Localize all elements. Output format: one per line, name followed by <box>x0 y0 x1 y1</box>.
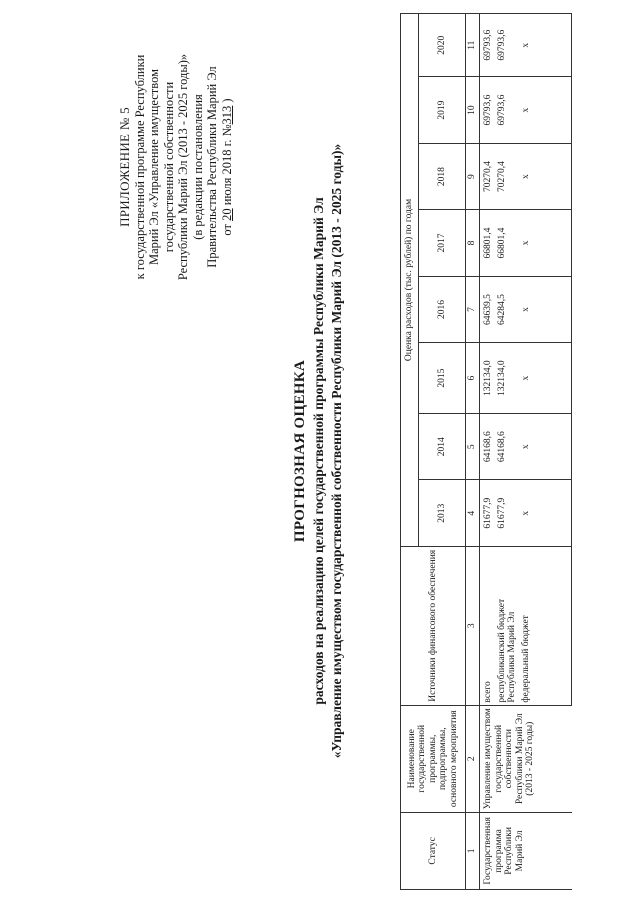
value-cell: x <box>519 143 572 209</box>
appendix-line: Республики Марий Эл (2013 - 2025 годы)» <box>176 53 190 281</box>
title-heading: ПРОГНОЗНАЯ ОЦЕНКА <box>292 359 308 543</box>
value-cell: 61677,9 <box>480 480 495 546</box>
date-suffix: ) <box>219 98 234 103</box>
value-cell: 69793,6 <box>480 14 495 77</box>
appendix-date-line <box>220 52 235 282</box>
source-cell: всего <box>480 546 495 705</box>
appendix-line: государственной собственности <box>161 81 176 253</box>
value-cell: x <box>519 480 572 546</box>
value-cell: 64168,6 <box>495 414 519 480</box>
document-title <box>290 0 346 902</box>
value-cell: x <box>519 14 572 77</box>
value-cell: x <box>519 414 572 480</box>
column-number: 3 <box>466 546 480 705</box>
date-prefix: от <box>219 224 234 236</box>
value-cell: 132134,0 <box>480 343 495 414</box>
value-cell: 69793,6 <box>495 77 519 143</box>
appendix-line: Правительства Республики Марий Эл <box>205 66 219 268</box>
column-number: 4 <box>466 480 480 546</box>
header-status: Статус <box>401 812 466 889</box>
column-number: 9 <box>466 143 480 209</box>
date-month-year: июля 2018 г. № <box>219 124 234 206</box>
value-cell: x <box>519 276 572 342</box>
date-number: 313 <box>219 105 234 125</box>
appendix-line: (в редакции постановления <box>190 94 205 240</box>
column-number: 1 <box>466 812 480 889</box>
expense-estimate-table <box>400 13 572 890</box>
value-cell: 64168,6 <box>480 414 495 480</box>
value-cell: 66801,4 <box>480 210 495 276</box>
value-cell: 132134,0 <box>495 343 519 414</box>
appendix-line: к государственной программе Республики <box>132 54 147 280</box>
header-year: 2019 <box>419 77 466 143</box>
header-name: Наименование государственной программы, подпрограммы, основного мероприятия <box>401 705 466 812</box>
column-number: 6 <box>466 343 480 414</box>
header-year: 2014 <box>419 414 466 480</box>
header-year: 2018 <box>419 143 466 209</box>
header-year: 2015 <box>419 343 466 414</box>
title-subheading: расходов на реализацию целей государственной программы Республики Марий Эл <box>311 197 326 705</box>
value-cell: 69793,6 <box>495 14 519 77</box>
value-cell: 64284,5 <box>495 276 519 342</box>
column-number: 5 <box>466 414 480 480</box>
value-cell: x <box>519 343 572 414</box>
status-cell: Государственная программа Республики Марий Эл <box>480 812 572 889</box>
column-number: 2 <box>466 705 480 812</box>
appendix-line: Марий Эл «Управление имуществом <box>147 69 161 266</box>
value-cell: 70270,4 <box>480 143 495 209</box>
value-cell: 61677,9 <box>495 480 519 546</box>
value-cell: 64639,5 <box>480 276 495 342</box>
column-number: 8 <box>466 210 480 276</box>
column-number: 10 <box>466 77 480 143</box>
value-cell: 66801,4 <box>495 210 519 276</box>
date-day: 20 <box>219 208 234 221</box>
value-cell: 69793,6 <box>480 77 495 143</box>
header-estimate: Оценка расходов (тыс. рублей) по годам <box>401 14 419 547</box>
header-year: 2013 <box>419 480 466 546</box>
source-cell: республиканский бюджет Республики Марий Эл <box>495 546 519 705</box>
value-cell: x <box>519 210 572 276</box>
appendix-block <box>118 52 234 282</box>
header-source: Источники финансового обеспечения <box>401 546 466 705</box>
header-year: 2016 <box>419 276 466 342</box>
header-year: 2017 <box>419 210 466 276</box>
header-year: 2020 <box>419 14 466 77</box>
program-name-cell: Управление имуществом государственной собственности Республики Марий Эл (2013 - 2025 годы) <box>480 705 572 812</box>
column-number: 11 <box>466 14 480 77</box>
table-row <box>480 14 495 890</box>
source-cell: федеральный бюджет <box>519 546 572 705</box>
appendix-heading: ПРИЛОЖЕНИЕ № 5 <box>117 107 132 227</box>
value-cell: 70270,4 <box>495 143 519 209</box>
title-program-name: «Управление имуществом государственной собственности Республики Марий Эл (2013 - 2025 годы)» <box>329 143 344 759</box>
value-cell: x <box>519 77 572 143</box>
column-number: 7 <box>466 276 480 342</box>
